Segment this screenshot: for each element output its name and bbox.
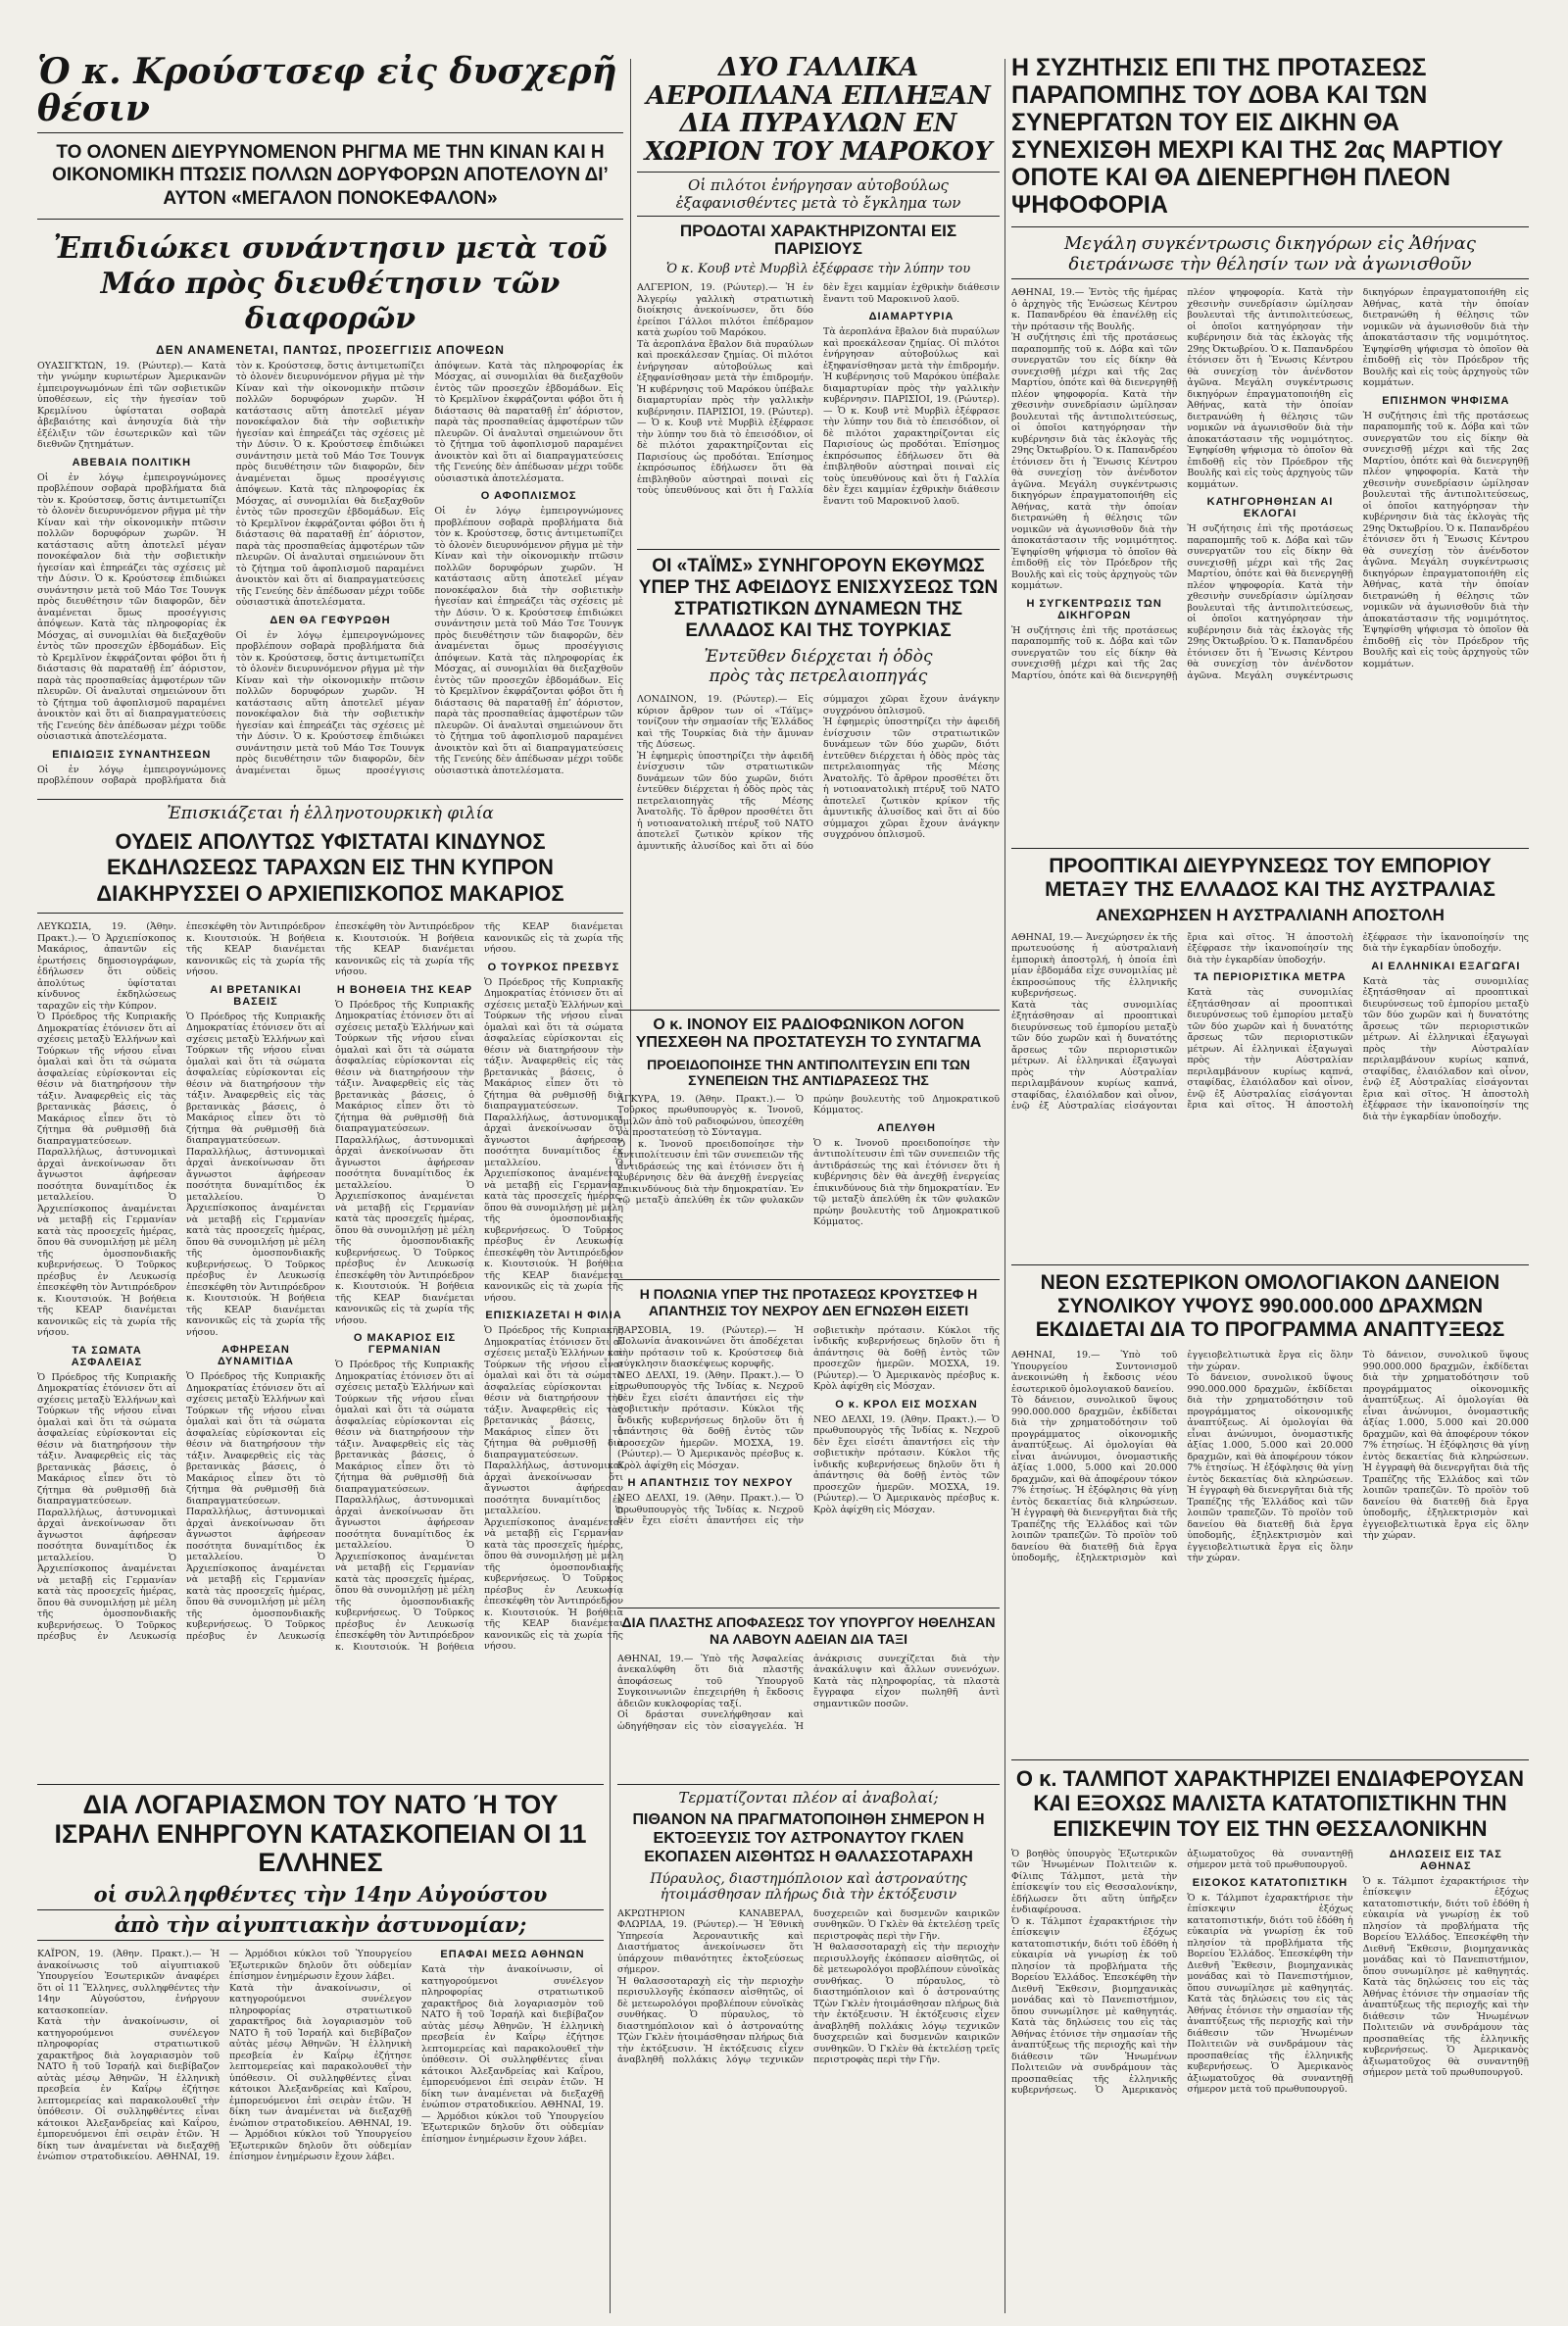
headline: Ο κ. ΙΝΟΝΟΥ ΕΙΣ ΡΑΔΙΟΦΩΝΙΚΟΝ ΛΟΓΟΝ ΥΠΕΣΧΕΘΗ ΝΑ ΠΡΟΣΤΑΤΕΥΣΗ ΤΟ ΣΥΝΤΑΓΜΑ [635,1016,982,1052]
article-body: Ὁ Πρόεδρος τῆς Κυπριακῆς Δημοκρατίας ἐτόνισεν ὅτι αἱ σχέσεις μεταξὺ Ἑλλήνων καὶ Τούρκων τῆς νήσου εἶναι ὁμαλαὶ καὶ ὅτι τὰ σώματα ἀσφαλείας εὑρίσκονται εἰς θέσιν νὰ διατηρήσουν τὴν τάξιν. Ἀναφερθεὶς εἰς τὰς βρετανικὰς βάσεις, ὁ Μακάριος εἶπεν ὅτι τὸ ζήτημα θὰ ρυθμισθῇ διὰ διαπραγματεύσεων. Παραλλήλως, ἀστυνομικαὶ ἀρχαὶ ἀνεκοίνωσαν ὅτι ἄγνωστοι ἀφήρεσαν ποσότητα δυναμίτιδος ἐκ μεταλλείου. Ὁ Ἀρχιεπίσκοπος ἀναμένεται νὰ μεταβῇ εἰς Γερμανίαν κατὰ τὰς προσεχεῖς ἡμέρας, ὅπου θὰ συνομιλήσῃ μὲ μέλη τῆς ὁμοσπονδιακῆς κυβερνήσεως. Ὁ Τοῦρκος πρέσβυς ἐν Λευκωσίᾳ ἐπεσκέφθη τὸν Ἀντιπρόεδρον κ. Κιουτσιούκ. Ἡ βοήθεια τῆς ΚΕΑΡ διανέμεται κανονικῶς εἰς τὰ χωρία τῆς νήσου. [484,976,623,1304]
dateline: ΒΑΡΣΟΒΙΑ, 19. (Ρώυτερ).— Ἡ Πολωνία ἀνακοινώνει ὅτι ἀποδέχεται τὴν πρότασιν τοῦ κ. Κρούστσεφ διὰ σύγκλησιν διασκέψεως κορυφῆς. [617,1324,804,1370]
subheading: ἐξαφανισθέντες μετὰ τὸ ἔγκλημα των [675,194,961,213]
article-body: Οἱ ἐν λόγῳ ἐμπειρογνώμονες προβλέπουν σοβαρὰ προβλήματα διὰ τὸν κ. Κρούστσεφ, ὅστις ἀντιμετωπίζει τὸ ὁλονὲν διευρυνόμενον ρῆγμα μὲ τὴν Κίναν καὶ τὴν οἰκονομικὴν πτῶσιν πολλῶν δορυφόρων χωρῶν. Ἡ κατάστασις αὕτη ἀποτελεῖ μέγαν πονοκέφαλον διὰ τὴν σοβιετικὴν ἡγεσίαν καὶ ἐπηρεάζει τὰς σχέσεις μὲ τὴν Δύσιν. Ὁ κ. Κρούστσεφ ἐπιδιώκει συνάντησιν μετὰ τοῦ Μάο Τσε Τουνγκ πρὸς διευθέτησιν τῶν διαφορῶν, δὲν ἀναμένεται ὅμως προσέγγισις ἀπόψεων. Κατὰ τὰς πληροφορίας ἐκ Μόσχας, αἱ συνομιλίαι θὰ διεξαχθοῦν ἐντὸς τῶν προσεχῶν ἑβδομάδων. Εἰς τὸ Κρεμλῖνον ἐκφράζονται φόβοι ὅτι ἡ διάστασις θὰ παραταθῇ ἐπ’ ἀόριστον, παρὰ τὰς προσπαθείας ἀμφοτέρων τῶν πλευρῶν. Οἱ ἀναλυταὶ σημειώνουν ὅτι τὸ ζήτημα τοῦ ἀφοπλισμοῦ παραμένει ἀνοικτὸν καὶ ὅτι αἱ διαπραγματεύσεις τῆς Γενεύης δὲν ἀπέδωσαν μέχρι τοῦδε οὐσιαστικὰ ἀποτελέσματα. [37,360,425,787]
article-poland [617,1279,1000,1603]
section-heading: ΕΠΙΔΙΩΞΙΣ ΣΥΝΑΝΤΗΣΕΩΝ [52,748,212,761]
column-rule [630,59,631,1166]
article-taxi-licences [617,1608,1000,1779]
article-body: Ὁ Πρόεδρος τῆς Κυπριακῆς Δημοκρατίας ἐτόνισεν ὅτι αἱ σχέσεις μεταξὺ Ἑλλήνων καὶ Τούρκων τῆς νήσου εἶναι ὁμαλαὶ καὶ ὅτι τὰ σώματα ἀσφαλείας εὑρίσκονται εἰς θέσιν νὰ διατηρήσουν τὴν τάξιν. Ἀναφερθεὶς εἰς τὰς βρετανικὰς βάσεις, ὁ Μακάριος εἶπεν ὅτι τὸ ζήτημα θὰ ρυθμισθῇ διὰ διαπραγματεύσεων. Παραλλήλως, ἀστυνομικαὶ ἀρχαὶ ἀνεκοίνωσαν ὅτι ἄγνωστοι ἀφήρεσαν ποσότητα δυναμίτιδος ἐκ μεταλλείου. Ὁ Ἀρχιεπίσκοπος ἀναμένεται νὰ μεταβῇ εἰς Γερμανίαν κατὰ τὰς προσεχεῖς ἡμέρας, ὅπου θὰ συνομιλήσῃ μὲ μέλη τῆς ὁμοσπονδιακῆς κυβερνήσεως. Ὁ Τοῦρκος πρέσβυς ἐν Λευκωσίᾳ ἐπεσκέφθη τὸν Ἀντιπρόεδρον κ. Κιουτσιούκ. Ἡ βοήθεια τῆς ΚΕΑΡ διανέμεται κανονικῶς εἰς τὰ χωρία τῆς νήσου. [186,1011,325,1338]
subheading: ΑΝΕΧΩΡΗΣΕΝ Η ΑΥΣΤΡΑΛΙΑΝΗ ΑΠΟΣΤΟΛΗ [1096,906,1445,925]
subheading: Πύραυλος, διαστημόπλοιον καὶ ἀστροναύτης [650,1870,967,1887]
headline: ΔΙΑ ΛΟΓΑΡΙΑΣΜΟΝ ΤΟΥ ΝΑΤΟ Ή ΤΟΥ ΙΣΡΑΗΛ ΕΝΗΡΓΟΥΝ ΚΑΤΑΣΚΟΠΕΙΑΝ ΟΙ 11 ΕΛΛΗΝΕΣ [54,1790,587,1878]
article-body: Ἡ συζήτησις ἐπὶ τῆς προτάσεως παραπομπῆς τοῦ κ. Δόβα καὶ τῶν συνεργατῶν του εἰς δίκην θὰ συνεχισθῇ μέχρι καὶ τῆς 2ας Μαρτίου, ὁπότε καὶ θὰ διενεργηθῇ πλέον ψηφοφορία. Κατὰ τὴν χθεσινὴν συνεδρίασιν ὡμίλησαν βουλευταὶ τῆς ἀντιπολιτεύσεως, οἱ ὁποῖοι κατηγόρησαν τὴν κυβέρνησιν διὰ τὰς ἐκλογὰς τῆς 29ης Ὀκτωβρίου. Ὁ κ. Παπανδρέου ἐτόνισεν ὅτι ἡ Ἕνωσις Κέντρου θὰ συνεχίσῃ τὸν ἀνένδοτον ἀγῶνα. Μεγάλη συγκέντρωσις δικηγόρων ἐπραγματοποιήθη εἰς Ἀθήνας, κατὰ τὴν ὁποίαν διετρανώθη ἡ θέλησις τῶν νομικῶν νὰ ἀγωνισθοῦν διὰ τὴν ἀποκατάστασιν τῆς νομιμότητος. Ἐψηφίσθη ψήφισμα τὸ ὁποῖον θὰ ἐπιδοθῇ εἰς τὸν Πρόεδρον τῆς Βουλῆς καὶ εἰς τοὺς ἀρχηγοὺς τῶν κομμάτων. [1362,410,1529,669]
dateline: ΑΚΡΩΤΗΡΙΟΝ ΚΑΝΑΒΕΡΑΛ, ΦΛΩΡΙΔΑ, 19. (Ρώυτερ).— Ἡ Ἐθνικὴ Ὑπηρεσία Ἀεροναυτικῆς καὶ Διαστήματος ἀνεκοίνωσεν ὅτι ὑπάρχουν πιθανότητες ἐκτοξεύσεως σήμερον. [617,1907,804,1976]
article-parliament-debate [1011,54,1529,838]
section-heading: Ο ΜΑΚΑΡΙΟΣ ΕΙΣ ΓΕΡΜΑΝΙΑΝ [353,1332,457,1357]
kicker: Ἐπισκιάζεται ἡ ἑλληνοτουρκικὴ φιλία [167,804,494,823]
subheading: ἡτοιμάσθησαν πλήρως διὰ τὴν ἐκτόξευσιν [660,1886,957,1903]
section-heading: ΑΙ ΕΛΛΗΝΙΚΑΙ ΕΞΑΓΩΓΑΙ [1371,960,1521,972]
subheading: ΔΕΝ ΑΝΑΜΕΝΕΤΑΙ, ΠΑΝΤΩΣ, ΠΡΟΣΕΓΓΙΣΙΣ ΑΠΟΨΕΩΝ [156,342,505,357]
article-body: Ἡ συζήτησις ἐπὶ τῆς προτάσεως παραπομπῆς τοῦ κ. Δόβα καὶ τῶν συνεργατῶν του εἰς δίκην θὰ συνεχισθῇ μέχρι καὶ τῆς 2ας Μαρτίου, ὁπότε καὶ θὰ διενεργηθῇ πλέον ψηφοφορία. Κατὰ τὴν χθεσινὴν συνεδρίασιν ὡμίλησαν βουλευταὶ τῆς ἀντιπολιτεύσεως, οἱ ὁποῖοι κατηγόρησαν τὴν κυβέρνησιν διὰ τὰς ἐκλογὰς τῆς 29ης Ὀκτωβρίου. Ὁ κ. Παπανδρέου ἐτόνισεν ὅτι ἡ Ἕνωσις Κέντρου θὰ συνεχίσῃ τὸν ἀνένδοτον ἀγῶνα. Μεγάλη συγκέντρωσις δικηγόρων ἐπραγματοποιήθη εἰς Ἀθήνας, κατὰ τὴν ὁποίαν διετρανώθη ἡ θέλησις τῶν νομικῶν νὰ ἀγωνισθοῦν διὰ τὴν ἀποκατάστασιν τῆς νομιμότητος. Ἐψηφίσθη ψήφισμα τὸ ὁποῖον θὰ ἐπιδοθῇ εἰς τὸν Πρόεδρον τῆς Βουλῆς καὶ εἰς τοὺς ἀρχηγοὺς τῶν κομμάτων. [1011,332,1178,591]
article-body: Ἡ θαλασσοταραχὴ εἰς τὴν περιοχὴν περισυλλογῆς ἐκόπασεν αἰσθητῶς, οἱ δὲ μετεωρολόγοι προβλέπουν εὐνοϊκὰς συνθήκας. Ὁ πύραυλος, τὸ διαστημόπλοιον καὶ ὁ ἀστροναύτης Τζὼν Γκλὲν ἡτοιμάσθησαν πλήρως διὰ τὴν ἐκτόξευσιν. Ἡ ἐκτόξευσις εἶχεν ἀναβληθῆ πολλάκις λόγῳ τεχνικῶν δυσχερειῶν καὶ δυσμενῶν καιρικῶν συνθηκῶν. Ὁ Γκλὲν θὰ ἐκτελέσῃ τρεῖς περιστροφὰς περὶ τὴν Γῆν. [617,1907,1000,2066]
article-body: Κατὰ τὰς συνομιλίας ἐξητάσθησαν αἱ προοπτικαὶ διευρύνσεως τοῦ ἐμπορίου μεταξὺ τῶν δύο χωρῶν καὶ ἡ δυνατότης ἄρσεως τῶν περιοριστικῶν μέτρων. Αἱ ἑλληνικαὶ ἐξαγωγαὶ πρὸς τὴν Αὐστραλίαν περιλαμβάνουν κυρίως καπνά, σταφίδας, ἐλαιόλαδον καὶ οἶνον, ἐνῷ ἐξ Αὐστραλίας εἰσάγονται ἔρια καὶ σῖτος. Ἡ ἀποστολὴ ἐξέφρασε τὴν ἱκανοποίησίν της διὰ τὴν ἐγκαρδίαν ὑποδοχήν. [1187,931,1529,1112]
dateline: ΛΟΝΔΙΝΟΝ, 19. (Ρώυτερ).— Εἰς κύριον ἄρθρον των οἱ «Τάϊμς» τονίζουν τὴν σημασίαν τῆς Ἑλλάδος καὶ τῆς Τουρκίας διὰ τὴν ἄμυναν τῆς Δύσεως. [637,694,813,751]
article-body: Ἡ ἐφημερὶς ὑποστηρίζει τὴν ἀφειδῆ ἐνίσχυσιν τῶν στρατιωτικῶν δυνάμεων τῶν δύο χωρῶν, διότι ἐντεῦθεν διέρχεται ἡ ὁδὸς πρὸς τὰς πετρελαιοπηγὰς τῆς Μέσης Ἀνατολῆς. Τὸ ἄρθρον προσθέτει ὅτι ἡ νοτιοανατολικὴ πτέρυξ τοῦ ΝΑΤΟ ἀποτελεῖ ζωτικὸν κρίκον τῆς ἀμυντικῆς ἀλυσίδος καὶ ὅτι αἱ δύο σύμμαχοι χῶραι ἔχουν ἀνάγκην συγχρόνου ὁπλισμοῦ. [637,694,1000,852]
section-heading: ΑΙ ΒΡΕΤΑΝΙΚΑΙ ΒΑΣΕΙΣ [210,983,302,1008]
subheading: διετράνωσε τὴν θέλησίν των νὰ ἀγωνισθοῦν [1068,254,1472,274]
section-heading: ΑΦΗΡΕΣΑΝ ΔΥΝΑΜΙΤΙΔΑ [218,1344,294,1368]
article-times-greece-turkey [637,549,1000,1000]
headline: ΠΡΟΟΠΤΙΚΑΙ ΔΙΕΥΡΥΝΣΕΩΣ ΤΟΥ ΕΜΠΟΡΙΟΥ ΜΕΤΑΞΥ ΤΗΣ ΕΛΛΑΔΟΣ ΚΑΙ ΤΗΣ ΑΥΣΤΡΑΛΙΑΣ [1045,855,1495,901]
article-body: Κατὰ τὴν ἀνακοίνωσιν, οἱ κατηγορούμενοι συνέλεγον πληροφορίας στρατιωτικοῦ χαρακτῆρος διὰ λογαριασμὸν τοῦ ΝΑΤΟ ἢ τοῦ Ἰσραήλ καὶ διεβίβαζον αὐτὰς μέσῳ Ἀθηνῶν. Ἡ ἑλληνικὴ πρεσβεία ἐν Καΐρῳ ἐζήτησε λεπτομερείας καὶ παρακολουθεῖ τὴν ὑπόθεσιν. Οἱ συλληφθέντες εἶναι κάτοικοι Ἀλεξανδρείας καὶ Καΐρου, ἐμπορευόμενοι ἐπὶ σειρὰν ἐτῶν. Ἡ δίκη των ἀναμένεται νὰ διεξαχθῇ ἐνώπιον στρατοδικείου. ΑΘΗΝΑΙ, 19.— Ἁρμόδιοι κύκλοι τοῦ Ὑπουργείου Ἐξωτερικῶν δηλοῦν ὅτι οὐδεμίαν ἐπίσημον ἐνημέρωσιν ἔχουν λάβει. [37,1949,412,2163]
subheading: ἀπὸ τὴν αἰγυπτιακὴν ἀστυνομίαν; [114,1912,527,1938]
subheading: Ὁ κ. Κουβ ντὲ Μυρβὶλ ἐξέφρασε τὴν λύπην του [665,262,971,277]
article-body: Ὁ Πρόεδρος τῆς Κυπριακῆς Δημοκρατίας ἐτόνισεν ὅτι αἱ σχέσεις μεταξὺ Ἑλλήνων καὶ Τούρκων τῆς νήσου εἶναι ὁμαλαὶ καὶ ὅτι τὰ σώματα ἀσφαλείας εὑρίσκονται εἰς θέσιν νὰ διατηρήσουν τὴν τάξιν. Ἀναφερθεὶς εἰς τὰς βρετανικὰς βάσεις, ὁ Μακάριος εἶπεν ὅτι τὸ ζήτημα θὰ ρυθμισθῇ διὰ διαπραγματεύσεων. Παραλλήλως, ἀστυνομικαὶ ἀρχαὶ ἀνεκοίνωσαν ὅτι ἄγνωστοι ἀφήρεσαν ποσότητα δυναμίτιδος ἐκ μεταλλείου. Ὁ Ἀρχιεπίσκοπος ἀναμένεται νὰ μεταβῇ εἰς Γερμανίαν κατὰ τὰς προσεχεῖς ἡμέρας, ὅπου θὰ συνομιλήσῃ μὲ μέλη τῆς ὁμοσπονδιακῆς κυβερνήσεως. Ὁ Τοῦρκος πρέσβυς ἐν Λευκωσίᾳ ἐπεσκέφθη τὸν Ἀντιπρόεδρον κ. Κιουτσιούκ. Ἡ βοήθεια τῆς ΚΕΑΡ διανέμεται κανονικῶς εἰς τὰ χωρία τῆς νήσου. [335,999,474,1326]
section-heading: Ο ΑΦΟΠΛΙΣΜΟΣ [480,490,577,503]
dateline: ΑΓΚΥΡΑ, 19. (Ἀθην. Πρακτ.).— Ὁ Τοῦρκος πρωθυπουργὸς κ. Ἰνονοῦ, ὁμιλῶν ἀπὸ τοῦ ραδιοφώνου, ὑπεσχέθη νὰ προστατεύσῃ τὸ Σύνταγμα. [617,1093,804,1139]
article-body: Κατὰ τὰς συνομιλίας ἐξητάσθησαν αἱ προοπτικαὶ διευρύνσεως τοῦ ἐμπορίου μεταξὺ τῶν δύο χωρῶν καὶ ἡ δυνατότης ἄρσεως τῶν περιοριστικῶν μέτρων. Αἱ ἑλληνικαὶ ἐξαγωγαὶ πρὸς τὴν Αὐστραλίαν περιλαμβάνουν κυρίως καπνά, σταφίδας, ἐλαιόλαδον καὶ οἶνον, ἐνῷ ἐξ Αὐστραλίας εἰσάγονται ἔρια καὶ σῖτος. Ἡ ἀποστολὴ ἐξέφρασε τὴν ἱκανοποίησίν της διὰ τὴν ἐγκαρδίαν ὑποδοχήν. [1011,931,1353,1113]
article-body: Οἱ ἐν λόγῳ ἐμπειρογνώμονες προβλέπουν σοβαρὰ προβλήματα διὰ τὸν κ. Κρούστσεφ, ὅστις ἀντιμετωπίζει τὸ ὁλονὲν διευρυνόμενον ρῆγμα μὲ τὴν Κίναν καὶ τὴν οἰκονομικὴν πτῶσιν πολλῶν δορυφόρων χωρῶν. Ἡ κατάστασις αὕτη ἀποτελεῖ μέγαν πονοκέφαλον διὰ τὴν σοβιετικὴν ἡγεσίαν καὶ ἐπηρεάζει τὰς σχέσεις μὲ τὴν Δύσιν. Ὁ κ. Κρούστσεφ ἐπιδιώκει συνάντησιν μετὰ τοῦ Μάο Τσε Τουνγκ πρὸς διευθέτησιν τῶν διαφορῶν, δὲν ἀναμένεται ὅμως προσέγγισις ἀπόψεων. Κατὰ τὰς πληροφορίας ἐκ Μόσχας, αἱ συνομιλίαι θὰ διεξαχθοῦν ἐντὸς τῶν προσεχῶν ἑβδομάδων. Εἰς τὸ Κρεμλῖνον ἐκφράζονται φόβοι ὅτι ἡ διάστασις θὰ παραταθῇ ἐπ’ ἀόριστον, παρὰ τὰς προσπαθείας ἀμφοτέρων τῶν πλευρῶν. Οἱ ἀναλυταὶ σημειώνουν ὅτι τὸ ζήτημα τοῦ ἀφοπλισμοῦ παραμένει ἀνοικτὸν καὶ ὅτι αἱ διαπραγματεύσεις τῆς Γενεύης δὲν ἀπέδωσαν μέχρι τοῦδε οὐσιαστικὰ ἀποτελέσματα. [434,506,623,776]
dateline: Ὁ βοηθὸς ὑπουργὸς Ἐξωτερικῶν τῶν Ἡνωμένων Πολιτειῶν κ. Φίλιπς Τάλμποτ, μετὰ τὴν ἐπίσκεψίν του εἰς Θεσσαλονίκην, ἐδήλωσεν ὅτι αὕτη ὑπῆρξεν ἐνδιαφέρουσα. [1011,1848,1178,1916]
headline: ΟΥΔΕΙΣ ΑΠΟΛΥΤΩΣ ΥΦΙΣΤΑΤΑΙ ΚΙΝΔΥΝΟΣ ΕΚΔΗΛΩΣΕΩΣ ΤΑΡΑΧΩΝ ΕΙΣ ΤΗΝ ΚΥΠΡΟΝ ΔΙΑΚΗΡΥΣΣΕΙ Ο ΑΡΧΙΕΠΙΣΚΟΠΟΣ ΜΑΚΑΡΙΟΣ [96,829,564,906]
section-heading: ΕΠΑΦΑΙ ΜΕΣΩ ΑΘΗΝΩΝ [440,1949,585,1961]
section-heading: ΔΙΑΜΑΡΤΥΡΙΑ [868,311,955,323]
section-heading: ΕΠΙΣΚΙΑΖΕΤΑΙ Η ΦΙΛΙΑ [485,1310,622,1322]
article-body: Ὁ κ. Τάλμποτ ἐχαρακτήρισε τὴν ἐπίσκεψιν ἐξόχως κατατοπιστικήν, διότι τοῦ ἐδόθη ἡ εὐκαιρία νὰ γνωρίσῃ ἐκ τοῦ πλησίον τὰ προβλήματα τῆς Βορείου Ἑλλάδος. Ἐπεσκέφθη τὴν Διεθνῆ Ἔκθεσιν, βιομηχανικὰς μονάδας καὶ τὸ Πανεπιστήμιον, ὅπου συνωμίλησε μὲ καθηγητάς. Κατὰ τὰς δηλώσεις του εἰς τὰς Ἀθήνας ἐτόνισε τὴν σημασίαν τῆς ἀναπτύξεως τῆς περιοχῆς καὶ τὴν διάθεσιν τῶν Ἡνωμένων Πολιτειῶν νὰ συνδράμουν τὰς προσπαθείας τῆς ἑλληνικῆς κυβερνήσεως. Ὁ Ἀμερικανὸς ἀξιωματοῦχος θὰ συναντηθῇ σήμερον μετὰ τοῦ πρωθυπουργοῦ. [1187,1892,1353,2096]
article-body: Ἡ συζήτησις ἐπὶ τῆς προτάσεως παραπομπῆς τοῦ κ. Δόβα καὶ τῶν συνεργατῶν του εἰς δίκην θὰ συνεχισθῇ μέχρι καὶ τῆς 2ας Μαρτίου, ὁπότε καὶ θὰ διενεργηθῇ πλέον ψηφοφορία. Κατὰ τὴν χθεσινὴν συνεδρίασιν ὡμίλησαν βουλευταὶ τῆς ἀντιπολιτεύσεως, οἱ ὁποῖοι κατηγόρησαν τὴν κυβέρνησιν διὰ τὰς ἐκλογὰς τῆς 29ης Ὀκτωβρίου. Ὁ κ. Παπανδρέου ἐτόνισεν ὅτι ἡ Ἕνωσις Κέντρου θὰ συνεχίσῃ τὸν ἀνένδοτον ἀγῶνα. Μεγάλη συγκέντρωσις δικηγόρων ἐπραγματοποιήθη εἰς Ἀθήνας, κατὰ τὴν ὁποίαν διετρανώθη ἡ θέλησις τῶν νομικῶν νὰ ἀγωνισθοῦν διὰ τὴν ἀποκατάστασιν τῆς νομιμότητος. Ἐψηφίσθη ψήφισμα τὸ ὁποῖον θὰ ἐπιδοθῇ εἰς τὸν Πρόεδρον τῆς Βουλῆς καὶ εἰς τοὺς ἀρχηγοὺς τῶν κομμάτων. [1011,287,1353,681]
subheading: πρὸς τὰς πετρελαιοπηγάς [709,667,928,687]
subheading: Οἱ πιλότοι ἐνήργησαν αὐτοβούλως [688,176,949,195]
article-makarios-cyprus [37,799,623,1779]
article-body: Κατὰ τὰς συνομιλίας ἐξητάσθησαν αἱ προοπτικαὶ διευρύνσεως τοῦ ἐμπορίου μεταξὺ τῶν δύο χωρῶν καὶ ἡ δυνατότης ἄρσεως τῶν περιοριστικῶν μέτρων. Αἱ ἑλληνικαὶ ἐξαγωγαὶ πρὸς τὴν Αὐστραλίαν περιλαμβάνουν κυρίως καπνά, σταφίδας, ἐλαιόλαδον καὶ οἶνον, ἐνῷ ἐξ Αὐστραλίας εἰσάγονται ἔρια καὶ σῖτος. Ἡ ἀποστολὴ ἐξέφρασε τὴν ἱκανοποίησίν της διὰ τὴν ἐγκαρδίαν ὑποδοχήν. [1362,975,1529,1122]
dateline: ΑΘΗΝΑΙ, 19.— Ἀνεχώρησεν ἐκ τῆς πρωτευούσης ἡ αὐστραλιανὴ ἐμπορικὴ ἀποστολή, ἡ ὁποία ἐπὶ μίαν ἑβδομάδα εἶχε συνομιλίας μὲ ἐκπροσώπους τῆς ἑλληνικῆς κυβερνήσεως. [1011,931,1178,1000]
article-body: Ὁ Πρόεδρος τῆς Κυπριακῆς Δημοκρατίας ἐτόνισεν ὅτι αἱ σχέσεις μεταξὺ Ἑλλήνων καὶ Τούρκων τῆς νήσου εἶναι ὁμαλαὶ καὶ ὅτι τὰ σώματα ἀσφαλείας εὑρίσκονται εἰς θέσιν νὰ διατηρήσουν τὴν τάξιν. Ἀναφερθεὶς εἰς τὰς βρετανικὰς βάσεις, ὁ Μακάριος εἶπεν ὅτι τὸ ζήτημα θὰ ρυθμισθῇ διὰ διαπραγματεύσεων. Παραλλήλως, ἀστυνομικαὶ ἀρχαὶ ἀνεκοίνωσαν ὅτι ἄγνωστοι ἀφήρεσαν ποσότητα δυναμίτιδος ἐκ μεταλλείου. Ὁ Ἀρχιεπίσκοπος ἀναμένεται νὰ μεταβῇ εἰς Γερμανίαν κατὰ τὰς προσεχεῖς ἡμέρας, ὅπου θὰ συνομιλήσῃ μὲ μέλη τῆς ὁμοσπονδιακῆς κυβερνήσεως. Ὁ Τοῦρκος πρέσβυς ἐν Λευκωσίᾳ ἐπεσκέφθη τὸν Ἀντιπρόεδρον κ. Κιουτσιούκ. Ἡ βοήθεια τῆς ΚΕΑΡ διανέμεται κανονικῶς εἰς τὰ χωρία τῆς νήσου. [37,1012,176,1339]
article-body: Ὁ Πρόεδρος τῆς Κυπριακῆς Δημοκρατίας ἐτόνισεν ὅτι αἱ σχέσεις μεταξὺ Ἑλλήνων καὶ Τούρκων τῆς νήσου εἶναι ὁμαλαὶ καὶ ὅτι τὰ σώματα ἀσφαλείας εὑρίσκονται εἰς θέσιν νὰ διατηρήσουν τὴν τάξιν. Ἀναφερθεὶς εἰς τὰς βρετανικὰς βάσεις, ὁ Μακάριος εἶπεν ὅτι τὸ ζήτημα θὰ ρυθμισθῇ διὰ διαπραγματεύσεων. Παραλλήλως, ἀστυνομικαὶ ἀρχαὶ ἀνεκοίνωσαν ὅτι ἄγνωστοι ἀφήρεσαν ποσότητα δυναμίτιδος ἐκ μεταλλείου. Ὁ Ἀρχιεπίσκοπος ἀναμένεται νὰ μεταβῇ εἰς Γερμανίαν κατὰ τὰς προσεχεῖς ἡμέρας, ὅπου θὰ συνομιλήσῃ μὲ μέλη τῆς ὁμοσπονδιακῆς κυβερνήσεως. Ὁ Τοῦρκος πρέσβυς ἐν Λευκωσίᾳ ἐπεσκέφθη τὸν Ἀντιπρόεδρον κ. Κιουτσιούκ. Ἡ βοήθεια τῆς ΚΕΑΡ διανέμεται κανονικῶς εἰς τὰ χωρία τῆς νήσου. [37,921,325,1643]
section-heading: Ο κ. ΚΡΟΛ ΕΙΣ ΜΟΣΧΑΝ [835,1398,978,1410]
article-body: Τὰ ἀεροπλάνα ἔβαλον διὰ πυραύλων καὶ προεκάλεσαν ζημίας. Οἱ πιλότοι ἐνήργησαν αὐτοβούλως καὶ ἐξηφανίσθησαν μετὰ τὴν ἐπιδρομήν. Ἡ κυβέρνησις τοῦ Μαρόκου ὑπέβαλε διαμαρτυρίαν πρὸς τὴν γαλλικὴν κυβέρνησιν. ΠΑΡΙΣΙΟΙ, 19. (Ρώυτερ).— Ὁ κ. Κουβ ντὲ Μυρβὶλ ἐξέφρασε τὴν λύπην του διὰ τὸ ἐπεισόδιον, οἱ δὲ πιλότοι χαρακτηρίζονται εἰς Παρισίους ὡς προδόται. Ἐπίσημος ἐκπρόσωπος ἐδήλωσεν ὅτι θὰ ἐπιβληθοῦν αὐστηραὶ ποιναὶ εἰς τοὺς ὑπευθύνους καὶ ὅτι ἡ Γαλλία δὲν ἔχει καμμίαν ἐχθρικὴν διάθεσιν ἔναντι τοῦ Μαροκινοῦ λαοῦ. [823,326,1000,507]
section-heading: ΔΕΝ ΘΑ ΓΕΦΥΡΩΘΗ [270,614,391,626]
article-body: Τὸ δάνειον, συνολικοῦ ὕψους 990.000.000 δραχμῶν, ἐκδίδεται διὰ τὴν χρηματοδότησιν τοῦ προγράμματος οἰκονομικῆς ἀναπτύξεως. Αἱ ὁμολογίαι θὰ εἶναι ἀνώνυμοι, ὀνομαστικῆς ἀξίας 1.000, 5.000 καὶ 20.000 δραχμῶν, καὶ θὰ ἀποφέρουν τόκον 7% ἐτησίως. Ἡ ἐξόφλησις θὰ γίνῃ ἐντὸς δεκαετίας διὰ κληρώσεων. Ἡ ἐγγραφὴ θὰ διενεργῆται διὰ τῆς Τραπέζης τῆς Ἑλλάδος καὶ τῶν λοιπῶν τραπεζῶν. Τὸ προϊὸν τοῦ δανείου θὰ διατεθῇ διὰ ἔργα ὑποδομῆς, ἐξηλεκτρισμὸν καὶ ἐγγειοβελτιωτικὰ ἔργα εἰς ὅλην τὴν χώραν. [1362,1350,1529,1542]
article-body: Ἡ ἐφημερὶς ὑποστηρίζει τὴν ἀφειδῆ ἐνίσχυσιν τῶν στρατιωτικῶν δυνάμεων τῶν δύο χωρῶν, διότι ἐντεῦθεν διέρχεται ἡ ὁδὸς πρὸς τὰς πετρελαιοπηγὰς τῆς Μέσης Ἀνατολῆς. Τὸ ἄρθρον προσθέτει ὅτι ἡ νοτιοανατολικὴ πτέρυξ τοῦ ΝΑΤΟ ἀποτελεῖ ζωτικὸν κρίκον τῆς ἀμυντικῆς ἀλυσίδος καὶ ὅτι αἱ δύο σύμμαχοι χῶραι ἔχουν ἀνάγκην συγχρόνου ὁπλισμοῦ. [823,717,1000,841]
headline: Ὁ κ. Κρούστσεφ εἰς δυσχερῆ θέσιν [37,54,617,129]
section-heading: ΕΙΣΟΚΟΣ ΚΑΤΑΤΟΠΙΣΤΙΚΗ [1192,1876,1348,1889]
article-body: ΝΕΟ ΔΕΛΧΙ, 19. (Ἀθην. Πρακτ.).— Ὁ πρωθυπουργὸς τῆς Ἰνδίας κ. Νεχροῦ δὲν ἔχει εἰσέτι ἀπαντήσει εἰς τὴν σοβιετικὴν πρότασιν. Κύκλοι τῆς ἰνδικῆς κυβερνήσεως δηλοῦν ὅτι ἡ ἀπάντησις θὰ δοθῇ ἐντὸς τῶν προσεχῶν ἡμερῶν. ΜΟΣΧΑ, 19. (Ρώυτερ).— Ὁ Ἀμερικανὸς πρέσβυς κ. Κρὸλ ἀφίχθη εἰς Μόσχαν. [617,1369,804,1471]
article-body: ΝΕΟ ΔΕΛΧΙ, 19. (Ἀθην. Πρακτ.).— Ὁ πρωθυπουργὸς τῆς Ἰνδίας κ. Νεχροῦ δὲν ἔχει εἰσέτι ἀπαντήσει εἰς τὴν σοβιετικὴν πρότασιν. Κύκλοι τῆς ἰνδικῆς κυβερνήσεως δηλοῦν ὅτι ἡ ἀπάντησις θὰ δοθῇ ἐντὸς τῶν προσεχῶν ἡμερῶν. ΜΟΣΧΑ, 19. (Ρώυτερ).— Ὁ Ἀμερικανὸς πρέσβυς κ. Κρὸλ ἀφίχθη εἰς Μόσχαν. [617,1324,1000,1527]
headline-secondary: Ἐπιδιώκει συνάντησιν μετὰ τοῦ Μάο πρὸς διευθέτησιν τῶν διαφορῶν [53,230,608,336]
article-body: Οἱ δράσται συνελήφθησαν καὶ ὡδηγήθησαν εἰς τὸν εἰσαγγελέα. Ἡ ἀνάκρισις συνεχίζεται διὰ τὴν ἀνακάλυψιν καὶ ἄλλων συνενόχων. Κατὰ τὰς πληροφορίας, τὰ πλαστὰ ἔγγραφα εἶχον πωληθῆ ἀντὶ σημαντικῶν ποσῶν. [617,1653,1000,1732]
section-heading: Η ΒΟΗΘΕΙΑ ΤΗΣ ΚΕΑΡ [336,983,473,996]
column-rule [1004,1166,1005,2313]
article-body: Ἡ συζήτησις ἐπὶ τῆς προτάσεως παραπομπῆς τοῦ κ. Δόβα καὶ τῶν συνεργατῶν του εἰς δίκην θὰ συνεχισθῇ μέχρι καὶ τῆς 2ας Μαρτίου, ὁπότε καὶ θὰ διενεργηθῇ πλέον ψηφοφορία. Κατὰ τὴν χθεσινὴν συνεδρίασιν ὡμίλησαν βουλευταὶ τῆς ἀντιπολιτεύσεως, οἱ ὁποῖοι κατηγόρησαν τὴν κυβέρνησιν διὰ τὰς ἐκλογὰς τῆς 29ης Ὀκτωβρίου. Ὁ κ. Παπανδρέου ἐτόνισεν ὅτι ἡ Ἕνωσις Κέντρου θὰ συνεχίσῃ τὸν ἀνένδοτον ἀγῶνα. Μεγάλη συγκέντρωσις δικηγόρων ἐπραγματοποιήθη εἰς Ἀθήνας, κατὰ τὴν ὁποίαν διετρανώθη ἡ θέλησις τῶν νομικῶν νὰ ἀγωνισθοῦν διὰ τὴν ἀποκατάστασιν τῆς νομιμότητος. Ἐψηφίσθη ψήφισμα τὸ ὁποῖον θὰ ἐπιδοθῇ εἰς τὸν Πρόεδρον τῆς Βουλῆς καὶ εἰς τοὺς ἀρχηγοὺς τῶν κομμάτων. [1187,287,1529,681]
article-talbot [1011,1759,1529,2313]
article-body: Ὁ Πρόεδρος τῆς Κυπριακῆς Δημοκρατίας ἐτόνισεν ὅτι αἱ σχέσεις μεταξὺ Ἑλλήνων καὶ Τούρκων τῆς νήσου εἶναι ὁμαλαὶ καὶ ὅτι τὰ σώματα ἀσφαλείας εὑρίσκονται εἰς θέσιν νὰ διατηρήσουν τὴν τάξιν. Ἀναφερθεὶς εἰς τὰς βρετανικὰς βάσεις, ὁ Μακάριος εἶπεν ὅτι τὸ ζήτημα θὰ ρυθμισθῇ διὰ διαπραγματεύσεων. Παραλλήλως, ἀστυνομικαὶ ἀρχαὶ ἀνεκοίνωσαν ὅτι ἄγνωστοι ἀφήρεσαν ποσότητα δυναμίτιδος ἐκ μεταλλείου. Ὁ Ἀρχιεπίσκοπος ἀναμένεται νὰ μεταβῇ εἰς Γερμανίαν κατὰ τὰς προσεχεῖς ἡμέρας, ὅπου θὰ συνομιλήσῃ μὲ μέλη τῆς ὁμοσπονδιακῆς κυβερνήσεως. Ὁ Τοῦρκος πρέσβυς ἐν Λευκωσίᾳ ἐπεσκέφθη τὸν Ἀντιπρόεδρον κ. Κιουτσιούκ. Ἡ βοήθεια τῆς ΚΕΑΡ διανέμεται κανονικῶς εἰς τὰ χωρία τῆς νήσου. [335,921,623,1653]
subheading: οἱ συλληφθέντες τὴν 14ην Αὐγούστου [93,1882,548,1907]
headline: ΔΥΟ ΓΑΛΛΙΚΑ ΑΕΡΟΠΛΑΝΑ ΕΠΛΗΞΑΝ ΔΙΑ ΠΥΡΑΥΛΩΝ ΕΝ ΧΩΡΙΟΝ ΤΟΥ ΜΑΡΟΚΟΥ [644,54,993,167]
article-body: Τὸ δάνειον, συνολικοῦ ὕψους 990.000.000 δραχμῶν, ἐκδίδεται διὰ τὴν χρηματοδότησιν τοῦ προγράμματος οἰκονομικῆς ἀναπτύξεως. Αἱ ὁμολογίαι θὰ εἶναι ἀνώνυμοι, ὀνομαστικῆς ἀξίας 1.000, 5.000 καὶ 20.000 δραχμῶν, καὶ θὰ ἀποφέρουν τόκον 7% ἐτησίως. Ἡ ἐξόφλησις θὰ γίνῃ ἐντὸς δεκαετίας διὰ κληρώσεων. Ἡ ἐγγραφὴ θὰ διενεργῆται διὰ τῆς Τραπέζης τῆς Ἑλλάδος καὶ τῶν λοιπῶν τραπεζῶν. Τὸ προϊὸν τοῦ δανείου θὰ διατεθῇ διὰ ἔργα ὑποδομῆς, ἐξηλεκτρισμὸν καὶ ἐγγειοβελτιωτικὰ ἔργα εἰς ὅλην τὴν χώραν. [1187,1372,1353,1564]
section-heading: Η ΑΠΑΝΤΗΣΙΣ ΤΟΥ ΝΕΧΡΟΥ [627,1477,794,1490]
deck: ΤΟ ΟΛΟΝΕΝ ΔΙΕΥΡΥΝΟΜΕΝΟΝ ΡΗΓΜΑ ΜΕ ΤΗΝ ΚΙΝΑΝ ΚΑΙ Η ΟΙΚΟΝΟΜΙΚΗ ΠΤΩΣΙΣ ΠΟΛΛΩΝ ΔΟΡΥΦΟΡΩΝ ΑΠΟΤΕΛΟΥΝ ΔΙ’ ΑΥΤΟΝ «ΜΕΓΑΛΟΝ ΠΟΝΟΚΕΦΑΛΟΝ» [52,141,609,210]
article-body: Ὁ κ. Ἰνονοῦ προειδοποίησε τὴν ἀντιπολίτευσιν ἐπὶ τῶν συνεπειῶν τῆς ἀντιδράσεώς της καὶ ἐτόνισεν ὅτι ἡ κυβέρνησις δὲν θὰ ἀνεχθῇ ἐνεργείας ἐπικινδύνους διὰ τὴν δημοκρατίαν. Ἐν τῷ μεταξὺ ἀπελύθη ἐκ τῶν φυλακῶν πρώην βουλευτὴς τοῦ Δημοκρατικοῦ Κόμματος. [813,1137,1000,1228]
article-bond-loan [1011,1264,1529,1755]
section-heading: ΚΑΤΗΓΟΡΗΘΗΣΑΝ ΑΙ ΕΚΛΟΓΑΙ [1206,496,1334,520]
subheading: ΠΡΟΕΙΔΟΠΟΙΗΣΕ ΤΗΝ ΑΝΤΙΠΟΛΙΤΕΥΣΙΝ ΕΠΙ ΤΩΝ ΣΥΝΕΠΕΙΩΝ ΤΗΣ ΑΝΤΙΔΡΑΣΕΩΣ ΤΗΣ [647,1056,970,1088]
column-rule [1004,59,1005,1166]
article-body: Ὁ κ. Τάλμποτ ἐχαρακτήρισε τὴν ἐπίσκεψιν ἐξόχως κατατοπιστικήν, διότι τοῦ ἐδόθη ἡ εὐκαιρία νὰ γνωρίσῃ ἐκ τοῦ πλησίον τὰ προβλήματα τῆς Βορείου Ἑλλάδος. Ἐπεσκέφθη τὴν Διεθνῆ Ἔκθεσιν, βιομηχανικὰς μονάδας καὶ τὸ Πανεπιστήμιον, ὅπου συνωμίλησε μὲ καθηγητάς. Κατὰ τὰς δηλώσεις του εἰς τὰς Ἀθήνας ἐτόνισε τὴν σημασίαν τῆς ἀναπτύξεως τῆς περιοχῆς καὶ τὴν διάθεσιν τῶν Ἡνωμένων Πολιτειῶν νὰ συνδράμουν τὰς προσπαθείας τῆς ἑλληνικῆς κυβερνήσεως. Ὁ Ἀμερικανὸς ἀξιωματοῦχος θὰ συναντηθῇ σήμερον μετὰ τοῦ πρωθυπουργοῦ. [1362,1875,1529,2079]
kicker: Τερματίζονται πλέον αἱ ἀναβολαί; [678,1789,939,1806]
dateline: ΛΕΥΚΩΣΙΑ, 19. (Ἀθην. Πρακτ.).— Ὁ Ἀρχιεπίσκοπος Μακάριος, ἀπαντῶν εἰς ἐρωτήσεις δημοσιογράφων, ἐδήλωσεν ὅτι οὐδεὶς ἀπολύτως ὑφίσταται κίνδυνος ἐκδηλώσεως ταραχῶν εἰς τὴν Κύπρον. [37,921,176,1012]
article-body: Ὁ κ. Ἰνονοῦ προειδοποίησε τὴν ἀντιπολίτευσιν ἐπὶ τῶν συνεπειῶν τῆς ἀντιδράσεώς της καὶ ἐτόνισεν ὅτι ἡ κυβέρνησις δὲν θὰ ἀνεχθῇ ἐνεργείας ἐπικινδύνους διὰ τὴν δημοκρατίαν. Ἐν τῷ μεταξὺ ἀπελύθη ἐκ τῶν φυλακῶν πρώην βουλευτὴς τοῦ Δημοκρατικοῦ Κόμματος. [617,1093,1000,1207]
section-heading: ΑΠΕΛΥΘΗ [877,1121,936,1134]
article-body: Κατὰ τὴν ἀνακοίνωσιν, οἱ κατηγορούμενοι συνέλεγον πληροφορίας στρατιωτικοῦ χαρακτῆρος διὰ λογαριασμὸν τοῦ ΝΑΤΟ ἢ τοῦ Ἰσραήλ καὶ διεβίβαζον αὐτὰς μέσῳ Ἀθηνῶν. Ἡ ἑλληνικὴ πρεσβεία ἐν Καΐρῳ ἐζήτησε λεπτομερείας καὶ παρακολουθεῖ τὴν ὑπόθεσιν. Οἱ συλληφθέντες εἶναι κάτοικοι Ἀλεξανδρείας καὶ Καΐρου, ἐμπορευόμενοι ἐπὶ σειρὰν ἐτῶν. Ἡ δίκη των ἀναμένεται νὰ διεξαχθῇ ἐνώπιον στρατοδικείου. ΑΘΗΝΑΙ, 19.— Ἁρμόδιοι κύκλοι τοῦ Ὑπουργείου Ἐξωτερικῶν δηλοῦν ὅτι οὐδεμίαν ἐπίσημον ἐνημέρωσιν ἔχουν λάβει. [421,1964,604,2145]
section-heading: ΤΑ ΠΕΡΙΟΡΙΣΤΙΚΑ ΜΕΤΡΑ [1194,971,1347,984]
headline-secondary: ΠΡΟΔΟΤΑΙ ΧΑΡΑΚΤΗΡΙΖΟΝΤΑΙ ΕΙΣ ΠΑΡΙΣΙΟΥΣ [679,222,957,259]
headline: Ο κ. ΤΑΛΜΠΟΤ ΧΑΡΑΚΤΗΡΙΖΕΙ ΕΝΔΙΑΦΕΡΟΥΣΑΝ ΚΑΙ ΕΞΟΧΩΣ ΜΑΛΙΣΤΑ ΚΑΤΑΤΟΠΙΣΤΙΚΗΝ ΤΗΝ ΕΠΙΣΚΕΨΙΝ ΤΟΥ ΕΙΣ ΤΗΝ ΘΕΣΣΑΛΟΝΙΚΗΝ [1015,1766,1525,1841]
section-heading: Ο ΤΟΥΡΚΟΣ ΠΡΕΣΒΥΣ [487,961,620,973]
article-body: Οἱ ἐν λόγῳ ἐμπειρογνώμονες προβλέπουν σοβαρὰ προβλήματα διὰ τὸν κ. Κρούστσεφ, ὅστις ἀντιμετωπίζει τὸ ὁλονὲν διευρυνόμενον ρῆγμα μὲ τὴν Κίναν καὶ τὴν οἰκονομικὴν πτῶσιν πολλῶν δορυφόρων χωρῶν. Ἡ κατάστασις αὕτη ἀποτελεῖ μέγαν πονοκέφαλον διὰ τὴν σοβιετικὴν ἡγεσίαν καὶ ἐπηρεάζει τὰς σχέσεις μὲ τὴν Δύσιν. Ὁ κ. Κρούστσεφ ἐπιδιώκει συνάντησιν μετὰ τοῦ Μάο Τσε Τουνγκ πρὸς διευθέτησιν τῶν διαφορῶν, δὲν ἀναμένεται ὅμως προσέγγισις ἀπόψεων. Κατὰ τὰς πληροφορίας ἐκ Μόσχας, αἱ συνομιλίαι θὰ διεξαχθοῦν ἐντὸς τῶν προσεχῶν ἑβδομάδων. Εἰς τὸ Κρεμλῖνον ἐκφράζονται φόβοι ὅτι ἡ διάστασις θὰ παραταθῇ ἐπ’ ἀόριστον, παρὰ τὰς προσπαθείας ἀμφοτέρων τῶν πλευρῶν. Οἱ ἀναλυταὶ σημειώνουν ὅτι τὸ ζήτημα τοῦ ἀφοπλισμοῦ παραμένει ἀνοικτὸν καὶ ὅτι αἱ διαπραγματεύσεις τῆς Γενεύης δὲν ἀπέδωσαν μέχρι τοῦδε οὐσιαστικὰ ἀποτελέσματα. [235,360,623,776]
article-australia-trade [1011,848,1529,1260]
article-body: Ὁ κ. Τάλμποτ ἐχαρακτήρισε τὴν ἐπίσκεψιν ἐξόχως κατατοπιστικήν, διότι τοῦ ἐδόθη ἡ εὐκαιρία νὰ γνωρίσῃ ἐκ τοῦ πλησίον τὰ προβλήματα τῆς Βορείου Ἑλλάδος. Ἐπεσκέφθη τὴν Διεθνῆ Ἔκθεσιν, βιομηχανικὰς μονάδας καὶ τὸ Πανεπιστήμιον, ὅπου συνωμίλησε μὲ καθηγητάς. Κατὰ τὰς δηλώσεις του εἰς τὰς Ἀθήνας ἐτόνισε τὴν σημασίαν τῆς ἀναπτύξεως τῆς περιοχῆς καὶ τὴν διάθεσιν τῶν Ἡνωμένων Πολιτειῶν νὰ συνδράμουν τὰς προσπαθείας τῆς ἑλληνικῆς κυβερνήσεως. Ὁ Ἀμερικανὸς ἀξιωματοῦχος θὰ συναντηθῇ σήμερον μετὰ τοῦ πρωθυπουργοῦ. [1011,1848,1353,2097]
article-inonu [617,1010,1000,1274]
article-khrushchev [37,54,623,799]
section-heading: Η ΣΥΓΚΕΝΤΡΩΣΙΣ ΤΩΝ ΔΙΚΗΓΟΡΩΝ [1026,597,1162,621]
article-french-planes [637,54,1000,539]
headline: Η ΠΟΛΩΝΙΑ ΥΠΕΡ ΤΗΣ ΠΡΟΤΑΣΕΩΣ ΚΡΟΥΣΤΣΕΦ Η ΑΠΑΝΤΗΣΙΣ ΤΟΥ ΝΕΧΡΟΥ ΔΕΝ ΕΓΝΩΣΘΗ ΕΙΣΕΤΙ [639,1286,978,1318]
headline: Η ΣΥΖΗΤΗΣΙΣ ΕΠΙ ΤΗΣ ΠΡΟΤΑΣΕΩΣ ΠΑΡΑΠΟΜΠΗΣ ΤΟΥ ΔΟΒΑ ΚΑΙ ΤΩΝ ΣΥΝΕΡΓΑΤΩΝ ΤΟΥ ΕΙΣ ΔΙΚΗΝ ΘΑ ΣΥΝΕΧΙΣΘΗ ΜΕΧΡΙ ΚΑΙ ΤΗΣ 2ας ΜΑΡΤΙΟΥ ΟΠΟΤΕ ΚΑΙ ΘΑ ΔΙΕΝΕΡΓΗΘΗ ΠΛΕΟΝ ΨΗΦΟΦΟΡΙΑ [1011,54,1503,219]
section-heading: ΑΒΕΒΑΙΑ ΠΟΛΙΤΙΚΗ [72,456,192,469]
article-body: Οἱ ἐν λόγῳ ἐμπειρογνώμονες προβλέπουν σοβαρὰ προβλήματα διὰ τὸν κ. Κρούστσεφ, ὅστις ἀντιμετωπίζει τὸ ὁλονὲν διευρυνόμενον ρῆγμα μὲ τὴν Κίναν καὶ τὴν οἰκονομικὴν πτῶσιν πολλῶν δορυφόρων χωρῶν. Ἡ κατάστασις αὕτη ἀποτελεῖ μέγαν πονοκέφαλον διὰ τὴν σοβιετικὴν ἡγεσίαν καὶ ἐπηρεάζει τὰς σχέσεις μὲ τὴν Δύσιν. Ὁ κ. Κρούστσεφ ἐπιδιώκει συνάντησιν μετὰ τοῦ Μάο Τσε Τουνγκ πρὸς διευθέτησιν τῶν διαφορῶν, δὲν ἀναμένεται ὅμως προσέγγισις ἀπόψεων. Κατὰ τὰς πληροφορίας ἐκ Μόσχας, αἱ συνομιλίαι θὰ διεξαχθοῦν ἐντὸς τῶν προσεχῶν ἑβδομάδων. Εἰς τὸ Κρεμλῖνον ἐκφράζονται φόβοι ὅτι ἡ διάστασις θὰ παραταθῇ ἐπ’ ἀόριστον, παρὰ τὰς προσπαθείας ἀμφοτέρων τῶν πλευρῶν. Οἱ ἀναλυταὶ σημειώνουν ὅτι τὸ ζήτημα τοῦ ἀφοπλισμοῦ παραμένει ἀνοικτὸν καὶ ὅτι αἱ διαπραγματεύσεις τῆς Γενεύης δὲν ἀπέδωσαν μέχρι τοῦδε οὐσιαστικὰ ἀποτελέσματα. [37,471,226,743]
headline: ΠΙΘΑΝΟΝ ΝΑ ΠΡΑΓΜΑΤΟΠΟΙΗΘΗ ΣΗΜΕΡΟΝ Η ΕΚΤΟΞΕΥΣΙΣ ΤΟΥ ΑΣΤΡΟΝΑΥΤΟΥ ΓΚΛΕΝ ΕΚΟΠΑΣΕΝ ΑΙΣΘΗΤΩΣ Η ΘΑΛΑΣΣΟΤΑΡΑΧΗ [632,1811,985,1866]
article-body: Ὁ Πρόεδρος τῆς Κυπριακῆς Δημοκρατίας ἐτόνισεν ὅτι αἱ σχέσεις μεταξὺ Ἑλλήνων καὶ Τούρκων τῆς νήσου εἶναι ὁμαλαὶ καὶ ὅτι τὰ σώματα ἀσφαλείας εὑρίσκονται εἰς θέσιν νὰ διατηρήσουν τὴν τάξιν. Ἀναφερθεὶς εἰς τὰς βρετανικὰς βάσεις, ὁ Μακάριος εἶπεν ὅτι τὸ ζήτημα θὰ ρυθμισθῇ διὰ διαπραγματεύσεων. Παραλλήλως, ἀστυνομικαὶ ἀρχαὶ ἀνεκοίνωσαν ὅτι ἄγνωστοι ἀφήρεσαν ποσότητα δυναμίτιδος ἐκ μεταλλείου. Ὁ Ἀρχιεπίσκοπος ἀναμένεται νὰ μεταβῇ εἰς Γερμανίαν κατὰ τὰς προσεχεῖς ἡμέρας, ὅπου θὰ συνομιλήσῃ μὲ μέλη τῆς ὁμοσπονδιακῆς κυβερνήσεως. Ὁ Τοῦρκος πρέσβυς ἐν Λευκωσίᾳ ἐπεσκέφθη τὸν Ἀντιπρόεδρον κ. Κιουτσιούκ. Ἡ βοήθεια τῆς ΚΕΑΡ διανέμεται κανονικῶς εἰς τὰ χωρία τῆς νήσου. [484,1325,623,1653]
dateline: ΑΛΓΕΡΙΟΝ, 19. (Ρώυτερ).— Ἡ ἐν Ἀλγερίῳ γαλλικὴ στρατιωτικὴ διοίκησις ἀνεκοίνωσεν, ὅτι δύο ἐρείποι Γάλλοι πιλότοι ἐπέδραμον κατὰ χωρίου τοῦ Μαρόκου. [637,282,813,339]
headline: ΔΙΑ ΠΛΑΣΤΗΣ ΑΠΟΦΑΣΕΩΣ ΤΟΥ ΥΠΟΥΡΓΟΥ ΗΘΕΛΗΣΑΝ ΝΑ ΛΑΒΟΥΝ ΑΔΕΙΑΝ ΔΙΑ ΤΑΞΙ [621,1614,996,1647]
section-heading: ΕΠΙΣΗΜΟΝ ΨΗΦΙΣΜΑ [1382,394,1510,407]
article-body: Κατὰ τὴν ἀνακοίνωσιν, οἱ κατηγορούμενοι συνέλεγον πληροφορίας στρατιωτικοῦ χαρακτῆρος διὰ λογαριασμὸν τοῦ ΝΑΤΟ ἢ τοῦ Ἰσραήλ καὶ διεβίβαζον αὐτὰς μέσῳ Ἀθηνῶν. Ἡ ἑλληνικὴ πρεσβεία ἐν Καΐρῳ ἐζήτησε λεπτομερείας καὶ παρακολουθεῖ τὴν ὑπόθεσιν. Οἱ συλληφθέντες εἶναι κάτοικοι Ἀλεξανδρείας καὶ Καΐρου, ἐμπορευόμενοι ἐπὶ σειρὰν ἐτῶν. Ἡ δίκη των ἀναμένεται νὰ διεξαχθῇ ἐνώπιον στρατοδικείου. ΑΘΗΝΑΙ, 19.— Ἁρμόδιοι κύκλοι τοῦ Ὑπουργείου Ἐξωτερικῶν δηλοῦν ὅτι οὐδεμίαν ἐπίσημον ἐνημέρωσιν ἔχουν λάβει. [229,1982,412,2163]
article-body: ΝΕΟ ΔΕΛΧΙ, 19. (Ἀθην. Πρακτ.).— Ὁ πρωθυπουργὸς τῆς Ἰνδίας κ. Νεχροῦ δὲν ἔχει εἰσέτι ἀπαντήσει εἰς τὴν σοβιετικὴν πρότασιν. Κύκλοι τῆς ἰνδικῆς κυβερνήσεως δηλοῦν ὅτι ἡ ἀπάντησις θὰ δοθῇ ἐντὸς τῶν προσεχῶν ἡμερῶν. ΜΟΣΧΑ, 19. (Ρώυτερ).— Ὁ Ἀμερικανὸς πρέσβυς κ. Κρὸλ ἀφίχθη εἰς Μόσχαν. [813,1413,1000,1515]
article-body: Τὸ δάνειον, συνολικοῦ ὕψους 990.000.000 δραχμῶν, ἐκδίδεται διὰ τὴν χρηματοδότησιν τοῦ προγράμματος οἰκονομικῆς ἀναπτύξεως. Αἱ ὁμολογίαι θὰ εἶναι ἀνώνυμοι, ὀνομαστικῆς ἀξίας 1.000, 5.000 καὶ 20.000 δραχμῶν, καὶ θὰ ἀποφέρουν τόκον 7% ἐτησίως. Ἡ ἐξόφλησις θὰ γίνῃ ἐντὸς δεκαετίας διὰ κληρώσεων. Ἡ ἐγγραφὴ θὰ διενεργῆται διὰ τῆς Τραπέζης τῆς Ἑλλάδος καὶ τῶν λοιπῶν τραπεζῶν. Τὸ προϊὸν τοῦ δανείου θὰ διατεθῇ διὰ ἔργα ὑποδομῆς, ἐξηλεκτρισμὸν καὶ ἐγγειοβελτιωτικὰ ἔργα εἰς ὅλην τὴν χώραν. [1011,1350,1353,1564]
article-glenn-launch [617,1784,1000,2313]
subheading: Ἐντεῦθεν διέρχεται ἡ ὁδὸς [704,647,933,668]
article-body: Τὰ ἀεροπλάνα ἔβαλον διὰ πυραύλων καὶ προεκάλεσαν ζημίας. Οἱ πιλότοι ἐνήργησαν αὐτοβούλως καὶ ἐξηφανίσθησαν μετὰ τὴν ἐπιδρομήν. Ἡ κυβέρνησις τοῦ Μαρόκου ὑπέβαλε διαμαρτυρίαν πρὸς τὴν γαλλικὴν κυβέρνησιν. ΠΑΡΙΣΙΟΙ, 19. (Ρώυτερ).— Ὁ κ. Κουβ ντὲ Μυρβὶλ ἐξέφρασε τὴν λύπην του διὰ τὸ ἐπεισόδιον, οἱ δὲ πιλότοι χαρακτηρίζονται εἰς Παρισίους ὡς προδόται. Ἐπίσημος ἐκπρόσωπος ἐδήλωσεν ὅτι θὰ ἐπιβληθοῦν αὐστηραὶ ποιναὶ εἰς τοὺς ὑπευθύνους καὶ ὅτι ἡ Γαλλία δὲν ἔχει καμμίαν ἐχθρικὴν διάθεσιν ἔναντι τοῦ Μαροκινοῦ λαοῦ. [637,282,1000,497]
subheading: Μεγάλη συγκέντρωσις δικηγόρων εἰς Ἀθήνας [1064,233,1476,254]
article-espionage [37,1784,604,2313]
headline: ΝΕΟΝ ΕΣΩΤΕΡΙΚΟΝ ΟΜΟΛΟΓΙΑΚΟΝ ΔΑΝΕΙΟΝ ΣΥΝΟΛΙΚΟΥ ΥΨΟΥΣ 990.000.000 ΔΡΑΧΜΩΝ ΕΚΔΙΔΕΤΑΙ ΔΙΑ ΤΟ ΠΡΟΓΡΑΜΜΑ ΑΝΑΠΤΥΞΕΩΣ [1035,1271,1505,1342]
dateline: ΑΘΗΝΑΙ, 19.— Ὑπὸ τοῦ Ὑπουργείου Συντονισμοῦ ἀνεκοινώθη ἡ ἔκδοσις νέου ἐσωτερικοῦ ὁμολογιακοῦ δανείου. [1011,1350,1178,1395]
article-body: Ὁ Πρόεδρος τῆς Κυπριακῆς Δημοκρατίας ἐτόνισεν ὅτι αἱ σχέσεις μεταξὺ Ἑλλήνων καὶ Τούρκων τῆς νήσου εἶναι ὁμαλαὶ καὶ ὅτι τὰ σώματα ἀσφαλείας εὑρίσκονται εἰς θέσιν νὰ διατηρήσουν τὴν τάξιν. Ἀναφερθεὶς εἰς τὰς βρετανικὰς βάσεις, ὁ Μακάριος εἶπεν ὅτι τὸ ζήτημα θὰ ρυθμισθῇ διὰ διαπραγματεύσεων. Παραλλήλως, ἀστυνομικαὶ ἀρχαὶ ἀνεκοίνωσαν ὅτι ἄγνωστοι ἀφήρεσαν ποσότητα δυναμίτιδος ἐκ μεταλλείου. Ὁ Ἀρχιεπίσκοπος ἀναμένεται νὰ μεταβῇ εἰς Γερμανίαν κατὰ τὰς προσεχεῖς ἡμέρας, ὅπου θὰ συνομιλήσῃ μὲ μέλη τῆς ὁμοσπονδιακῆς κυβερνήσεως. Ὁ Τοῦρκος πρέσβυς ἐν Λευκωσίᾳ ἐπεσκέφθη τὸν Ἀντιπρόεδρον κ. Κιουτσιούκ. Ἡ βοήθεια τῆς ΚΕΑΡ διανέμεται κανονικῶς εἰς τὰ χωρία τῆς νήσου. [186,921,474,1642]
dateline: ΟΥΑΣΙΓΚΤΩΝ, 19. (Ρώυτερ).— Κατὰ τὴν γνώμην κυριωτέρων Ἀμερικανῶν ἐμπειρογνωμόνων ἐπὶ τῶν σοβιετικῶν ὑποθέσεων, εἰς τὴν ἡγεσίαν τοῦ Κρεμλίνου ὑφίσταται σοβαρὰ ἀβεβαιότης καὶ ἀνησυχία διὰ τὴν ἐξέλιξιν τῶν ἐσωτερικῶν καὶ τῶν διεθνῶν ζητημάτων. [37,360,226,451]
section-heading: ΔΗΛΩΣΕΙΣ ΕΙΣ ΤΑΣ ΑΘΗΝΑΣ [1389,1848,1502,1872]
dateline: ΑΘΗΝΑΙ, 19.— Ὑπὸ τῆς Ἀσφαλείας ἀνεκαλύφθη ὅτι διὰ πλαστῆς ἀποφάσεως τοῦ Ὑπουργοῦ Συγκοινωνιῶν ἐπεχειρήθη ἡ ἔκδοσις ἀδειῶν κυκλοφορίας ταξί. [617,1653,804,1709]
section-heading: ΤΑ ΣΩΜΑΤΑ ΑΣΦΑΛΕΙΑΣ [71,1344,143,1368]
dateline: ΚΑΪΡΟΝ, 19. (Ἀθην. Πρακτ.).— Ἡ ἀνακοίνωσις τοῦ αἰγυπτιακοῦ Ὑπουργείου Ἐσωτερικῶν ἀναφέρει ὅτι οἱ 11 Ἕλληνες, συλληφθέντες τὴν 14ην Αὐγούστου, ἐνήργουν κατασκοπείαν. [37,1949,220,2016]
dateline: ΑΘΗΝΑΙ, 19.— Ἐντὸς τῆς ἡμέρας ὁ ἀρχηγὸς τῆς Ἑνώσεως Κέντρου κ. Παπανδρέου θὰ ἐπανέλθῃ εἰς τὴν πρότασιν τῆς Βουλῆς. [1011,287,1178,332]
headline: ΟΙ «ΤΑΪΜΣ» ΣΥΝΗΓΟΡΟΥΝ ΕΚΘΥΜΩΣ ΥΠΕΡ ΤΗΣ ΑΦΕΙΔΟΥΣ ΕΝΙΣΧΥΣΕΩΣ ΤΩΝ ΣΤΡΑΤΙΩΤΙΚΩΝ ΔΥΝΑΜΕΩΝ ΤΗΣ ΕΛΛΑΔΟΣ ΚΑΙ ΤΗΣ ΤΟΥΡΚΙΑΣ [638,556,999,641]
article-body: Ἡ θαλασσοταραχὴ εἰς τὴν περιοχὴν περισυλλογῆς ἐκόπασεν αἰσθητῶς, οἱ δὲ μετεωρολόγοι προβλέπουν εὐνοϊκὰς συνθήκας. Ὁ πύραυλος, τὸ διαστημόπλοιον καὶ ὁ ἀστροναύτης Τζὼν Γκλὲν ἡτοιμάσθησαν πλήρως διὰ τὴν ἐκτόξευσιν. Ἡ ἐκτόξευσις εἶχεν ἀναβληθῆ πολλάκις λόγῳ τεχνικῶν δυσχερειῶν καὶ δυσμενῶν καιρικῶν συνθηκῶν. Ὁ Γκλὲν θὰ ἐκτελέσῃ τρεῖς περιστροφὰς περὶ τὴν Γῆν. [813,1942,1000,2066]
